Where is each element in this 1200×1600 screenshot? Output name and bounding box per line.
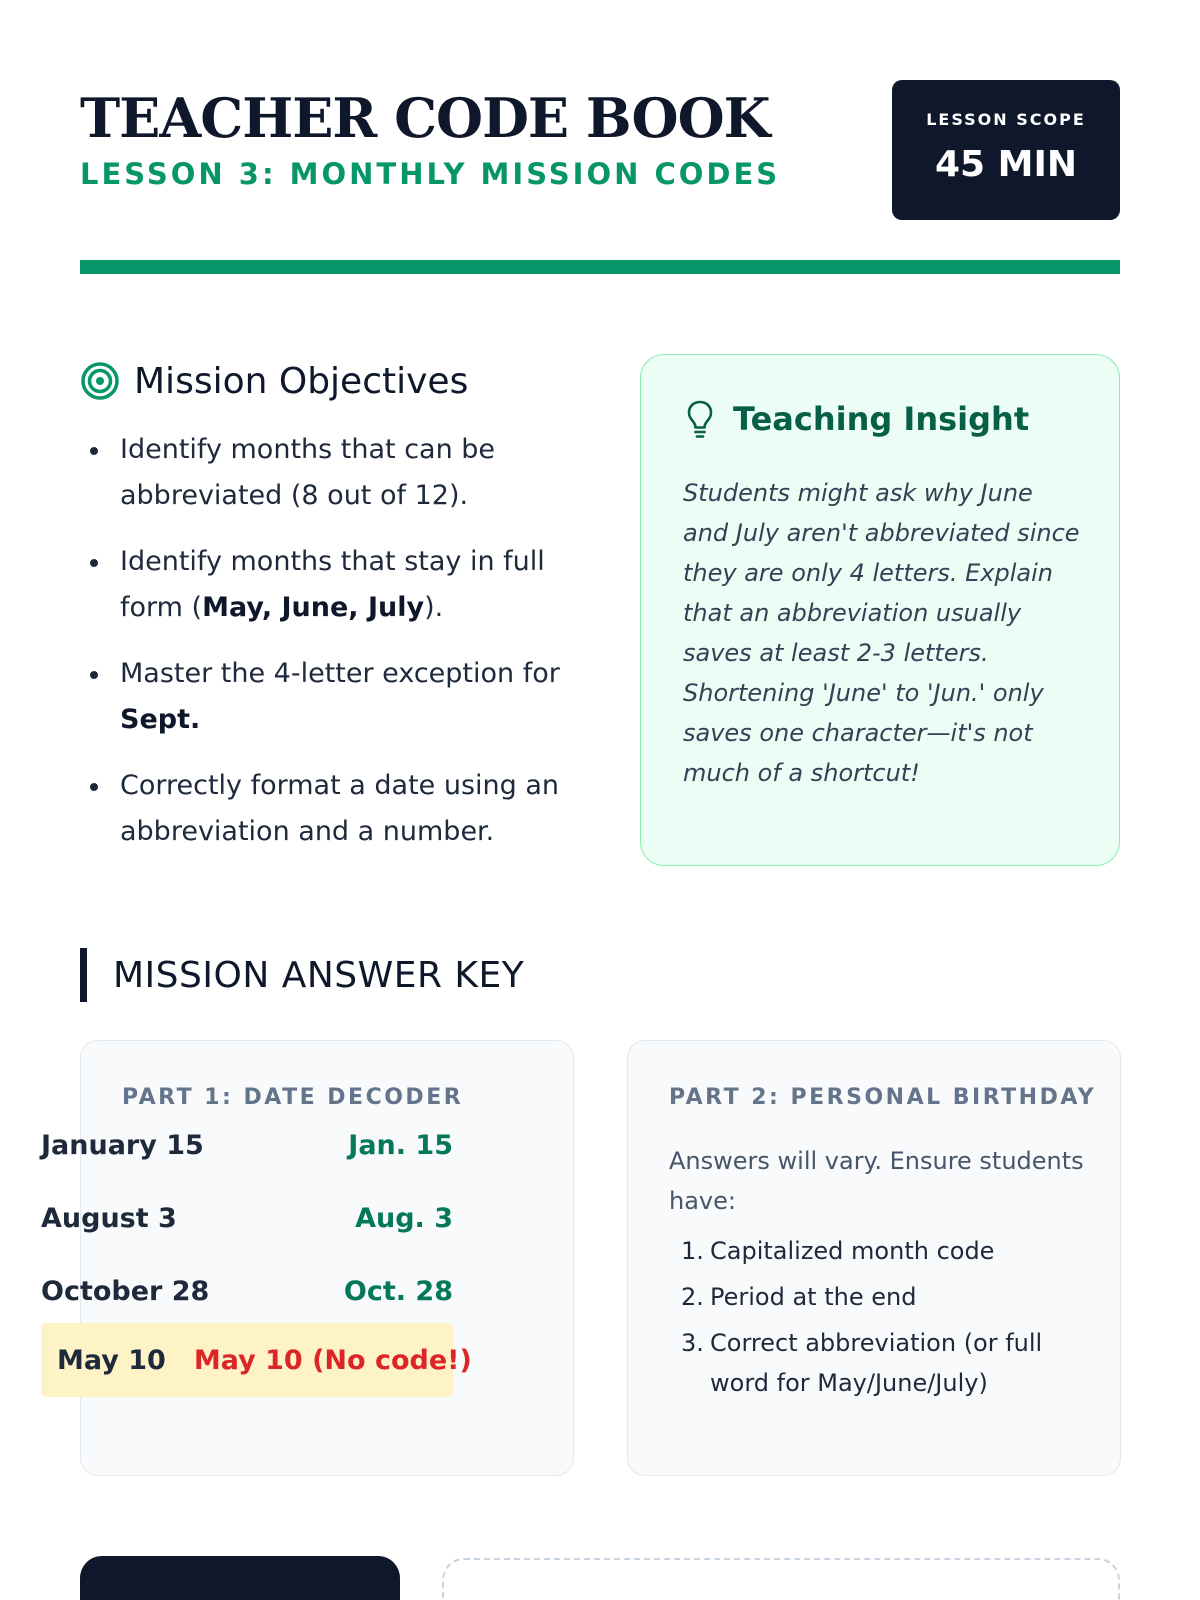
answer-value: Oct. 28 [343, 1275, 453, 1307]
objectives-list [80, 427, 580, 855]
checklist-number: 3. [681, 1329, 704, 1357]
date-decoder-card [80, 1040, 574, 1476]
objective-item [80, 539, 580, 631]
header [80, 80, 1120, 220]
checklist-number: 1. [681, 1237, 704, 1265]
objectives-title: Mission Objectives [134, 360, 469, 402]
objective-bold-text: May, June, July [202, 592, 425, 623]
target-icon [80, 361, 120, 401]
lesson-scope-badge [892, 80, 1120, 220]
objective-text: Identify months that can be abbreviated (8 out of 12). [120, 434, 496, 511]
highlighted-answer-row [41, 1323, 472, 1397]
checklist-item [681, 1231, 1101, 1271]
answer-question: January 15 [41, 1129, 204, 1161]
answer-key-heading [80, 948, 524, 1002]
objective-text-end: ). [424, 592, 444, 623]
answer-question: May 10 [57, 1344, 166, 1376]
mission-objectives [80, 355, 580, 875]
checklist-number: 2. [681, 1283, 704, 1311]
objective-item [80, 763, 580, 855]
objective-item [80, 427, 580, 519]
checklist-item [681, 1277, 1101, 1317]
part1-label: PART 1: DATE DECODER [122, 1085, 464, 1110]
checklist-text: Capitalized month code [710, 1237, 995, 1265]
checklist-text: Correct abbreviation (or full word for May/June/July) [710, 1329, 1043, 1397]
answer-row [41, 1271, 453, 1311]
part2-intro: Answers will vary. Ensure students have: [669, 1147, 1084, 1215]
answer-value-warning: May 10 (No code!) [193, 1344, 472, 1376]
personal-birthday-card [627, 1040, 1121, 1476]
lesson-subtitle: LESSON 3: MONTHLY MISSION CODES [80, 157, 781, 191]
header-divider [80, 260, 1120, 274]
checklist-text: Period at the end [710, 1283, 917, 1311]
objective-item [80, 651, 580, 743]
footer-dark-panel [80, 1556, 400, 1600]
checklist-item [681, 1323, 1101, 1403]
objective-bold-text: Sept. [120, 704, 201, 735]
page-title: TEACHER CODE BOOK [80, 86, 770, 150]
objective-text: Correctly format a date using an abbreviation and a number. [120, 770, 560, 847]
answer-question: August 3 [41, 1202, 177, 1234]
insight-title: Teaching Insight [733, 400, 1030, 438]
footer-dashed-panel [442, 1558, 1120, 1600]
answer-key-title: MISSION ANSWER KEY [113, 954, 525, 996]
lesson-scope-value: 45 MIN [935, 144, 1077, 185]
insight-text: Students might ask why June and July aren't abbreviated since they are only 4 letters. Explain that an abbreviation usually saves at least 2-3 letters. Shortening 'June' to 'Jun.' only saves one character—it's not much of a shortcut! [683, 479, 1080, 787]
objective-text: Identify months that stay in full form ( [120, 546, 545, 623]
answer-question: October 28 [41, 1275, 210, 1307]
insight-heading [685, 399, 1029, 439]
checklist [681, 1231, 1101, 1409]
part2-label: PART 2: PERSONAL BIRTHDAY [669, 1085, 1097, 1110]
answer-row [41, 1125, 453, 1165]
teaching-insight-card [640, 354, 1120, 866]
answer-row [41, 1198, 453, 1238]
lightbulb-icon [685, 399, 715, 439]
heading-accent-bar [80, 948, 87, 1002]
objective-text: Master the 4-letter exception for [120, 658, 560, 689]
answer-value: Jan. 15 [348, 1129, 453, 1161]
answer-value: Aug. 3 [355, 1202, 453, 1234]
objectives-heading [80, 355, 580, 407]
lesson-scope-label: LESSON SCOPE [926, 110, 1086, 129]
